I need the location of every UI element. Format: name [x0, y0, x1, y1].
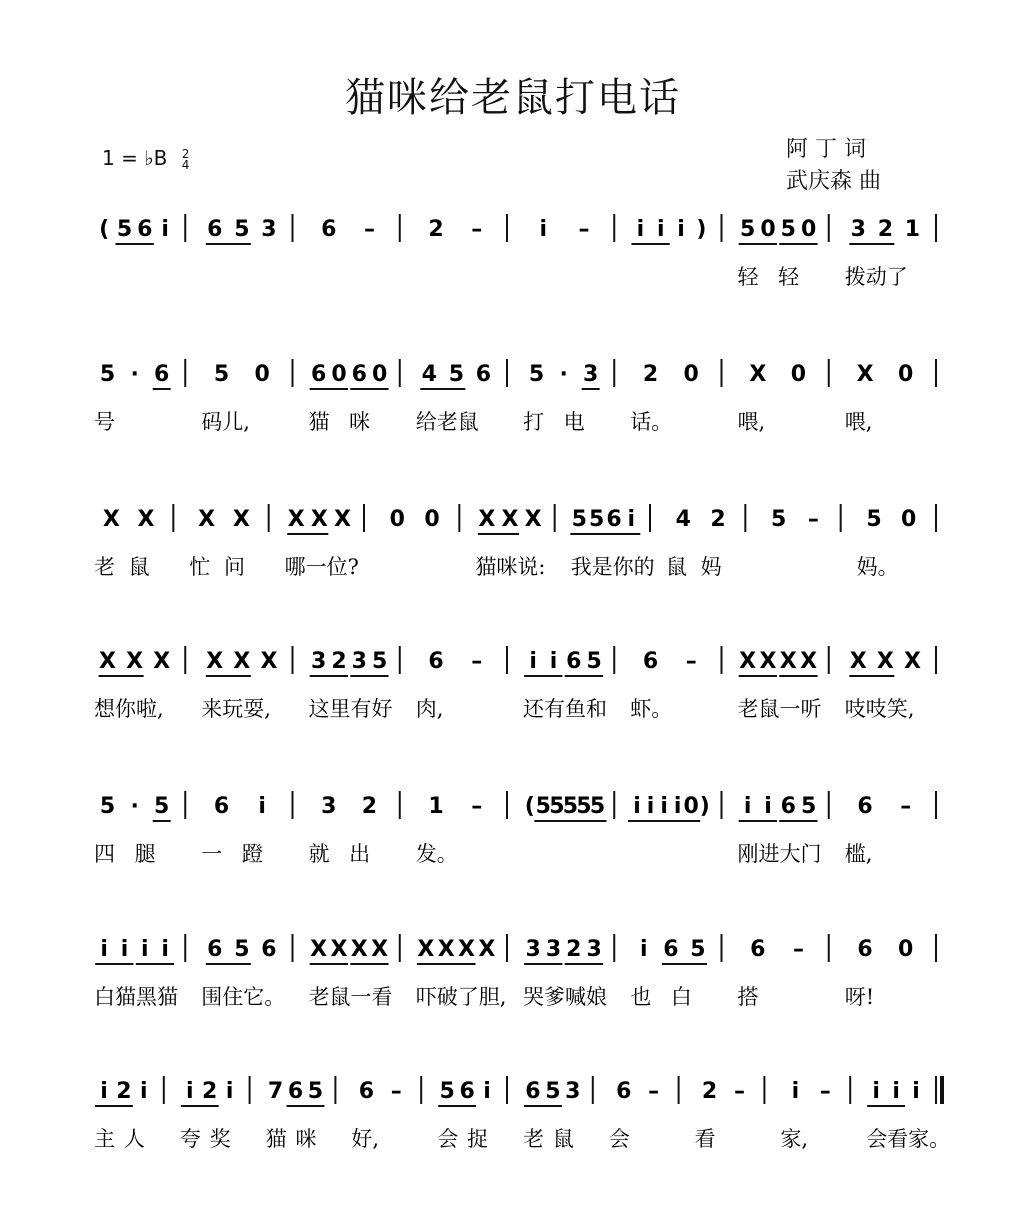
note: i — [185, 1079, 194, 1104]
note: 6 — [321, 217, 337, 242]
note: 5 — [586, 649, 602, 674]
note: 0 — [790, 362, 807, 387]
lyric: 老 — [94, 555, 115, 579]
lyric: 想你啦, — [94, 697, 164, 721]
note: X — [876, 649, 894, 674]
lyric: 猫咪说: — [475, 555, 546, 579]
note: 6 — [857, 794, 873, 819]
note: 6 — [780, 794, 796, 819]
lyric: 打 — [523, 410, 544, 434]
lyric: 虾。 — [630, 697, 673, 721]
note: X — [330, 937, 348, 962]
note: 5 — [589, 794, 606, 819]
lyric: 围住它。 — [201, 985, 286, 1009]
note: 6 — [261, 937, 277, 962]
note: X — [333, 507, 351, 532]
lyric: 码儿, — [201, 410, 250, 434]
note: 3 — [586, 937, 602, 962]
note: 6 — [642, 649, 659, 674]
note: 5 — [545, 1079, 561, 1104]
note: 6 — [459, 1079, 475, 1104]
lyric: 夸 — [179, 1127, 201, 1151]
note: X — [800, 649, 818, 674]
note: 6 — [311, 362, 327, 387]
lyric: 猫 — [308, 410, 330, 434]
note: 6 — [525, 1079, 541, 1104]
note: i — [161, 217, 169, 242]
note: – — [578, 217, 590, 242]
note: 4 — [421, 362, 437, 387]
note: · — [130, 794, 139, 819]
lyric: 还有鱼和 — [523, 697, 607, 721]
note: 3 — [351, 649, 367, 674]
composer-credit: 武庆森 曲 — [786, 169, 881, 194]
note: i — [677, 217, 685, 242]
lyric: 槛, — [844, 842, 873, 866]
note: 6 — [857, 937, 873, 962]
note: 5 — [99, 362, 116, 387]
note: X — [232, 507, 250, 532]
note: 6 — [428, 649, 444, 674]
note: – — [685, 649, 697, 674]
lyric: 出 — [349, 842, 371, 866]
lyric: 鼠 — [666, 555, 687, 579]
note: – — [648, 1079, 660, 1104]
note: – — [363, 217, 375, 242]
note: i — [872, 1079, 880, 1104]
note: – — [471, 217, 483, 242]
lyric: 轻 — [778, 265, 800, 289]
note: 6 — [351, 362, 367, 387]
lyric: 喂, — [844, 410, 873, 434]
note: 0 — [331, 362, 347, 387]
lyric: 好, — [351, 1127, 380, 1151]
note: 3 — [311, 649, 327, 674]
lyric: 一 — [201, 842, 223, 866]
note: 5 — [571, 507, 587, 532]
note: 6 — [566, 649, 582, 674]
note: 6 — [137, 217, 153, 242]
note: X — [287, 507, 305, 532]
note: 5 — [307, 1079, 324, 1104]
note: – — [900, 794, 912, 819]
note: 0 — [389, 507, 405, 532]
note: 5 — [234, 217, 250, 242]
note: i — [764, 794, 772, 819]
lyric: 捉 — [467, 1127, 489, 1151]
note: 6 — [750, 937, 766, 962]
lyric: 给老鼠 — [415, 410, 479, 434]
note: i — [100, 937, 108, 962]
note: 6 — [287, 1079, 304, 1104]
lyric: 妈 — [700, 555, 722, 579]
note: X — [350, 937, 368, 962]
note: i — [627, 507, 636, 532]
note: 3 — [525, 937, 541, 962]
note: 2 — [710, 507, 726, 532]
note: i — [225, 1079, 234, 1104]
lyric: 喂, — [737, 410, 766, 434]
note: 2 — [566, 937, 582, 962]
note: i — [100, 1079, 108, 1104]
note: 0 — [254, 362, 270, 387]
note: 3 — [850, 217, 866, 242]
lyric: 哭爹喊娘 — [523, 985, 607, 1009]
lyric: 会 — [608, 1127, 630, 1151]
lyric: 我是你的 — [570, 555, 655, 579]
note: – — [807, 507, 819, 532]
lyric: 吱吱笑, — [844, 697, 915, 721]
note: X — [739, 649, 757, 674]
note: i — [636, 217, 645, 242]
lyric: 来玩耍, — [201, 697, 271, 721]
note: 5 — [549, 794, 565, 819]
note: i — [120, 937, 129, 962]
note: i — [660, 794, 668, 819]
note: – — [471, 649, 483, 674]
key-signature: 1 = ♭B — [102, 146, 168, 170]
lyric: 也 — [630, 985, 652, 1009]
note: i — [743, 794, 752, 819]
lyric: 问 — [224, 555, 245, 579]
note: i — [912, 1079, 920, 1104]
lyric: 就 — [308, 842, 330, 866]
note: i — [140, 1079, 148, 1104]
note: X — [371, 937, 389, 962]
note: i — [141, 937, 149, 962]
lyric: 号 — [94, 410, 115, 434]
note: X — [102, 507, 120, 532]
note: 6 — [207, 937, 223, 962]
note: 5 — [866, 507, 882, 532]
note: 6 — [213, 794, 230, 819]
note: 6 — [475, 362, 492, 387]
note: X — [759, 649, 777, 674]
note: X — [137, 507, 155, 532]
lyric: 人 — [123, 1127, 145, 1151]
note: 5 — [740, 217, 756, 242]
note: ) — [699, 794, 710, 819]
note: 6 — [663, 937, 679, 962]
lyric: 忙 — [189, 555, 211, 579]
note: 5 — [528, 362, 545, 387]
note: 5 — [99, 794, 116, 819]
note: 3 — [545, 937, 562, 962]
note: 2 — [361, 794, 378, 819]
lyric: 看 — [694, 1127, 716, 1151]
note: – — [733, 1079, 745, 1104]
lyric: 咪 — [295, 1127, 317, 1151]
note: 0 — [683, 362, 699, 387]
note: 4 — [675, 507, 691, 532]
note: – — [819, 1079, 831, 1104]
note: 0 — [760, 217, 776, 242]
note: X — [458, 937, 476, 962]
note: X — [849, 649, 867, 674]
note: 0 — [898, 362, 914, 387]
note: 3 — [261, 217, 277, 242]
lyric: 猫 — [265, 1127, 287, 1151]
note: 6 — [154, 362, 170, 387]
note: 2 — [877, 217, 894, 242]
lyric: 蹬 — [241, 842, 263, 866]
lyric: 呀! — [844, 985, 875, 1009]
note: X — [749, 362, 767, 387]
note: i — [483, 1079, 491, 1104]
note: X — [478, 937, 496, 962]
note: 5 — [576, 794, 592, 819]
note: X — [903, 649, 921, 674]
lyric: 会看家。 — [866, 1127, 951, 1151]
note: 5 — [690, 937, 706, 962]
note: 5 — [589, 507, 605, 532]
note: X — [856, 362, 874, 387]
lyric: 吓破了胆, — [415, 985, 507, 1009]
note: 3 — [321, 794, 337, 819]
lyric: 家, — [780, 1127, 809, 1151]
note: 5 — [234, 937, 250, 962]
note: ( — [524, 794, 535, 819]
note: X — [779, 649, 797, 674]
note: X — [260, 649, 278, 674]
note: 6 — [606, 507, 622, 532]
note: i — [791, 1079, 800, 1104]
note: 0 — [800, 217, 817, 242]
note: 5 — [780, 217, 796, 242]
note: · — [130, 362, 139, 387]
note: – — [471, 794, 483, 819]
lyric: 发。 — [415, 842, 458, 866]
note: 3 — [583, 362, 599, 387]
lyric: 奖 — [209, 1127, 231, 1151]
note: 5 — [448, 362, 465, 387]
song-title: 猫咪给老鼠打电话 — [345, 75, 681, 121]
note: 5 — [439, 1079, 455, 1104]
note: – — [792, 937, 804, 962]
note: X — [478, 507, 496, 532]
note: – — [390, 1079, 402, 1104]
lyric: 话。 — [630, 410, 673, 434]
lyric: 白猫黑猫 — [94, 985, 178, 1009]
note: 1 — [904, 217, 921, 242]
note: X — [198, 507, 216, 532]
note: 0 — [371, 362, 388, 387]
lyric: 鼠 — [128, 555, 150, 579]
note: 0 — [424, 507, 440, 532]
lyric: 刚进大门 — [737, 842, 822, 866]
note: 2 — [428, 217, 444, 242]
note: 2 — [642, 362, 659, 387]
note: ( — [99, 217, 110, 242]
note: X — [524, 507, 542, 532]
lyric: 妈。 — [856, 555, 899, 579]
note: 6 — [616, 1079, 632, 1104]
note: X — [206, 649, 224, 674]
note: i — [646, 794, 655, 819]
note: X — [233, 649, 251, 674]
lyricist-credit: 阿 丁 词 — [786, 137, 866, 162]
time-signature: 2 4 — [181, 146, 190, 172]
note: 5 — [562, 794, 579, 819]
note: 5 — [371, 649, 388, 674]
note: 2 — [701, 1079, 718, 1104]
lyric: 搭 — [737, 985, 759, 1009]
note: i — [529, 649, 537, 674]
note: 1 — [428, 794, 444, 819]
note: 0 — [901, 507, 917, 532]
note: 2 — [331, 649, 347, 674]
note: i — [640, 937, 648, 962]
note: X — [153, 649, 171, 674]
note: i — [656, 217, 665, 242]
note: X — [417, 937, 435, 962]
note: 2 — [116, 1079, 132, 1104]
note: X — [310, 507, 328, 532]
note: X — [99, 649, 117, 674]
note: X — [126, 649, 144, 674]
note: X — [501, 507, 519, 532]
note: 7 — [267, 1079, 284, 1104]
note: 5 — [154, 794, 170, 819]
note: ) — [696, 217, 707, 242]
lyric: 哪一位? — [284, 555, 359, 579]
note: 2 — [202, 1079, 218, 1104]
lyric: 腿 — [134, 842, 156, 866]
note: i — [673, 794, 682, 819]
note: 5 — [116, 217, 133, 242]
note: X — [310, 937, 328, 962]
lyric: 老鼠一听 — [737, 697, 822, 721]
note: 5 — [213, 362, 230, 387]
note: X — [437, 937, 455, 962]
note: 5 — [535, 794, 551, 819]
lyric: 这里有好 — [308, 697, 393, 721]
note: i — [258, 794, 266, 819]
lyric: 会 — [437, 1127, 459, 1151]
lyric: 鼠 — [552, 1127, 574, 1151]
note: 6 — [207, 217, 223, 242]
lyric: 拨动了 — [844, 265, 908, 289]
note: i — [161, 937, 169, 962]
note: 5 — [800, 794, 817, 819]
lyric: 轻 — [737, 265, 759, 289]
note: 5 — [771, 507, 787, 532]
note: i — [549, 649, 558, 674]
note: 0 — [683, 794, 699, 819]
lyric: 咪 — [349, 410, 371, 434]
note: i — [633, 794, 641, 819]
lyric: 白 — [670, 985, 692, 1009]
note: i — [892, 1079, 900, 1104]
lyric: 老 — [523, 1127, 544, 1151]
note: 3 — [565, 1079, 581, 1104]
note: · — [559, 362, 568, 387]
lyric: 四 — [94, 842, 115, 866]
lyric: 肉, — [415, 697, 444, 721]
note: i — [539, 217, 548, 242]
lyric: 主 — [94, 1127, 115, 1151]
note: 6 — [358, 1079, 375, 1104]
lyric: 电 — [563, 410, 585, 434]
note: 0 — [898, 937, 914, 962]
lyric: 老鼠一看 — [308, 985, 393, 1009]
